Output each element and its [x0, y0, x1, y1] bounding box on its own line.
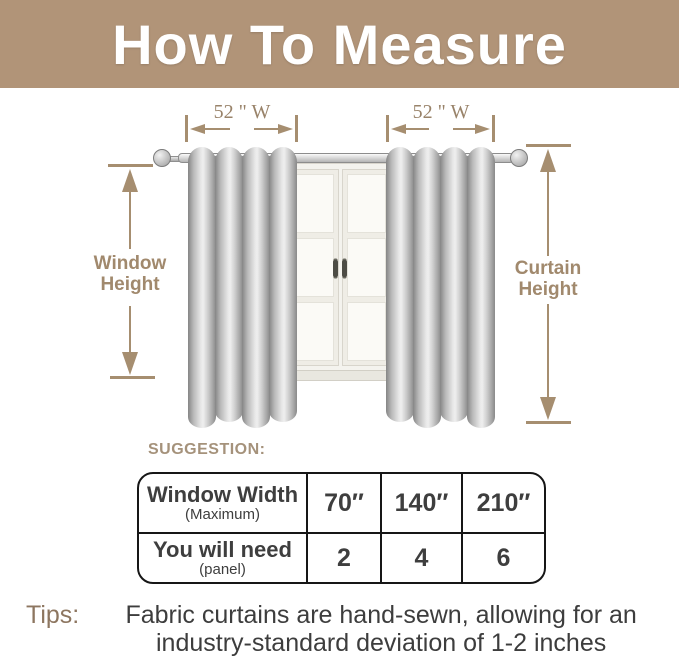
measurement-diagram [0, 88, 679, 440]
tips-section [0, 601, 679, 657]
curtain-fold [269, 147, 297, 422]
curtain-fold [413, 147, 441, 428]
tips-text: Fabric curtains are hand-sewn, allowing for an industry-standard deviation of 1-2 inches [125, 601, 637, 657]
dimension-line [204, 128, 230, 130]
window-height-label: Window Height [93, 253, 167, 295]
table-cell: 2 [306, 532, 380, 582]
window-right-door [342, 169, 392, 366]
table-row-header [139, 532, 306, 582]
dimension-tick [492, 115, 495, 142]
window-pane [347, 174, 387, 233]
arrowhead-left-icon [391, 124, 406, 134]
curtain-fold [215, 147, 243, 422]
window-illustration [283, 163, 397, 372]
arrowhead-right-icon [475, 124, 490, 134]
table-row-header [139, 474, 306, 532]
window-pane [347, 238, 387, 297]
table-cell: 140″ [380, 474, 461, 532]
row-title: You will need [153, 537, 292, 562]
dimension-line [547, 170, 549, 256]
dimension-tick [295, 115, 298, 142]
curtain-fold [386, 147, 414, 422]
curtain-fold [188, 147, 216, 428]
dimension-tick [386, 115, 389, 142]
suggestion-label: SUGGESTION: [148, 441, 266, 458]
curtain-fold [440, 147, 468, 422]
arrowhead-up-icon [540, 149, 556, 172]
arrowhead-down-icon [540, 397, 556, 420]
window-handle-right [342, 260, 347, 277]
dimension-tick [185, 115, 188, 142]
dimension-line [129, 190, 131, 249]
arrowhead-right-icon [278, 124, 293, 134]
table-cell: 210″ [461, 474, 544, 532]
table-cell: 6 [461, 532, 544, 582]
dimension-tick [110, 376, 155, 379]
dimension-tick [108, 164, 153, 167]
table-cell: 4 [380, 532, 461, 582]
curtain-fold [242, 147, 270, 428]
window-pane [347, 302, 387, 361]
arrowhead-left-icon [190, 124, 205, 134]
dimension-tick [526, 421, 571, 424]
left-panel-width-label: 52 " W [213, 101, 271, 123]
window-handle-left [333, 260, 338, 277]
row-subtitle: (Maximum) [185, 506, 260, 523]
dimension-line [129, 306, 131, 356]
rod-finial-left [153, 149, 171, 167]
rod-finial-right [510, 149, 528, 167]
curtain-fold [467, 147, 495, 428]
dimension-line [547, 304, 549, 400]
row-title: Window Width [146, 482, 299, 507]
window-pane [294, 302, 334, 361]
right-panel-width-label: 52 " W [412, 101, 470, 123]
curtain-height-label: Curtain Height [514, 258, 582, 300]
dimension-line [254, 128, 280, 130]
window-pane [294, 174, 334, 233]
window-pane [294, 238, 334, 297]
dimension-line [453, 128, 477, 130]
arrowhead-up-icon [122, 169, 138, 192]
arrowhead-down-icon [122, 352, 138, 375]
page-title: How To Measure [112, 12, 567, 76]
dimension-line [405, 128, 429, 130]
table-cell: 70″ [306, 474, 380, 532]
row-subtitle: (panel) [199, 561, 246, 578]
tips-label: Tips: [26, 601, 80, 629]
suggestion-table [137, 472, 546, 584]
header-banner [0, 0, 679, 88]
dimension-tick [526, 144, 571, 147]
